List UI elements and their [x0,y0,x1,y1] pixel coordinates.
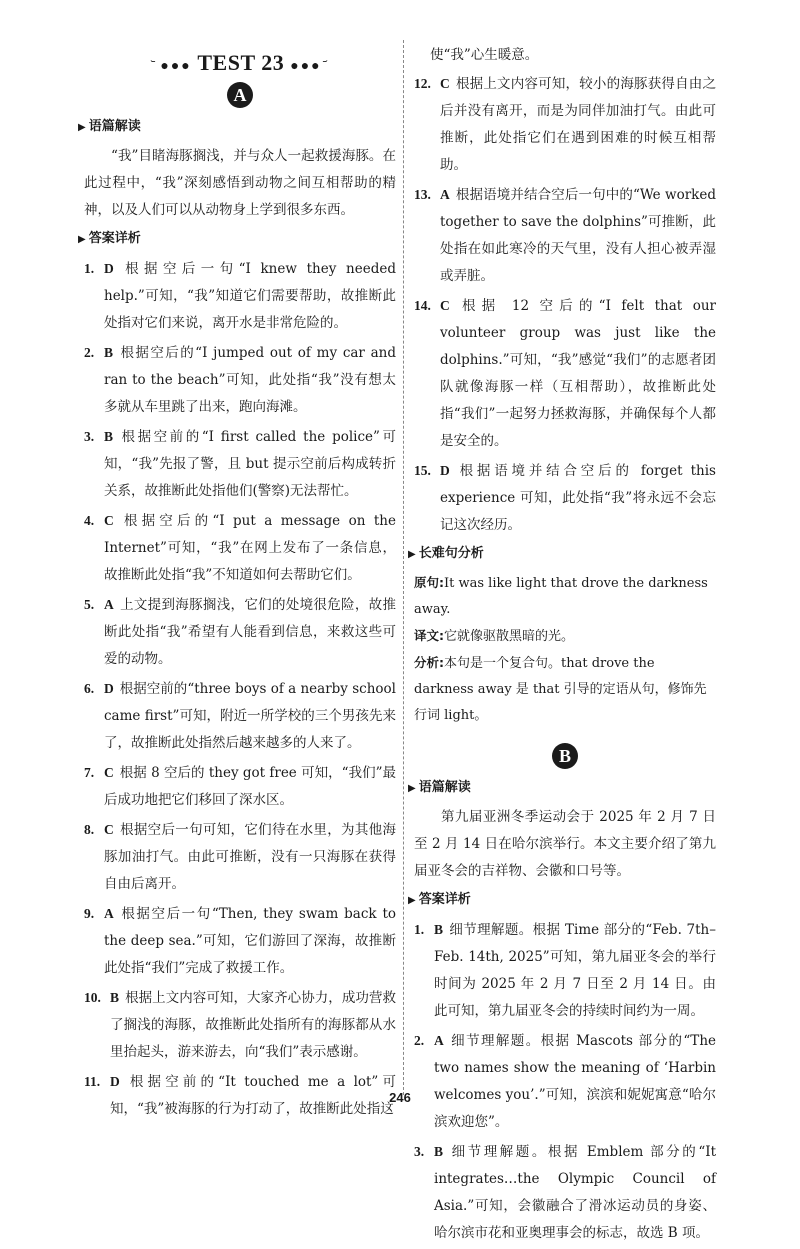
reading-heading-b [408,777,716,800]
reading-text-b: 第九届亚洲冬季运动会于 2025 年 2 月 7 日至 2 月 14 日在哈尔滨举行。本文主要介绍了第九届亚冬会的吉祥物、会徽和口号等。 [414,809,716,879]
answer-number: 4. [84,513,95,528]
answer-choice: C [440,76,450,91]
answer-choice: A [434,1033,444,1048]
original-sentence [414,570,716,623]
answer-explanation: 根据上文内容可知，大家齐心协力，成功营救了搁浅的海豚，故推断此处指所有的海豚都从水里抬起头，游来游去，向“我们”表示感谢。 [110,990,396,1060]
answer-number: 8. [84,822,95,837]
answer-explanation: 根据上文内容可知，较小的海豚获得自由之后并没有离开，而是为同伴加油打气。由此可推断，此处指它们在遇到困难的时候互相帮助。 [440,76,716,173]
answer-number: 9. [84,906,95,921]
answer-item [84,255,396,337]
answer-item [84,675,396,757]
answer-body [104,759,396,814]
answer-body [104,816,396,898]
answer-item [414,1138,716,1247]
answer-item [84,591,396,673]
answer-number: 2. [84,345,95,360]
section-marker-icon: ▶ [408,549,416,560]
answer-body [104,255,396,337]
answer-number: 11. [84,1074,101,1089]
answer-number: 14. [414,298,431,313]
answer-item [84,759,396,814]
answer-body [104,675,396,757]
answer-choice: C [104,513,114,528]
answer-choice: B [104,345,114,360]
answer-choice: B [434,1144,444,1159]
answer-explanation: 细节理解题。根据 Emblem 部分的“It integrates…the Olympic Council of Asia.”可知，会徽融合了滑冰运动员的身姿、哈尔滨市花和亚奥理事会的标志，故选 B 项。 [434,1144,716,1241]
answer-body [104,339,396,421]
answer-item [84,816,396,898]
answer-explanation: 细节理解题。根据 Time 部分的“Feb. 7th–Feb. 14th, 2025”可知，第九届亚冬会的举行时间为 2025 年 2 月 7 日至 2 月 14 日。由此可知，第九届亚冬会的持续时间约为一周。 [434,922,716,1019]
translation-sentence [414,623,716,650]
reading-heading-label: 语篇解读 [88,119,141,134]
long-sentence-heading [408,543,716,566]
answer-choice: B [104,429,114,444]
analysis-label: 分析: [414,655,444,670]
page-number: 246 [389,1090,411,1105]
original-text: It was like light that drove the darkness away. [414,576,708,617]
answer-choice: B [434,922,444,937]
answer-explanation: 细节理解题。根据 Mascots 部分的“The two names show the meaning of ‘Harbin welcomes you’.”可知，滨滨和妮妮寓意“哈尔滨欢迎您”。 [434,1033,716,1130]
answer-explanation: 根据空后一句“Then, they swam back to the deep sea.”可知，它们游回了深海，故推断此处指“我们”完成了救援工作。 [104,906,396,976]
answer-explanation: 根据 8 空后的 they got free 可知，“我们”最后成功地把它们移回了深水区。 [104,765,396,808]
answer-item [84,984,396,1066]
section-marker-icon: ▶ [408,895,416,906]
answer-body [104,507,396,589]
answer-number: 6. [84,681,95,696]
section-marker-icon: ▶ [78,122,86,133]
answer-choice: C [440,298,450,313]
answer-number: 7. [84,765,95,780]
answer-choice: A [104,906,114,921]
answer-body [104,900,396,982]
title-left-ornament: ᷅ ●●● [152,59,192,74]
section-a-badge: A [227,82,253,108]
answer-item [414,70,716,179]
answer-choice: A [104,597,114,612]
right-column [408,70,716,1249]
answer-item [414,457,716,539]
answer-body [434,1027,716,1136]
answer-choice: C [104,765,114,780]
answer-number: 1. [414,922,425,937]
answer-body [440,457,716,539]
answer-choice: D [110,1074,120,1089]
answer-body [434,1138,716,1247]
answer-choice: D [104,261,114,276]
answer-explanation: 根据空前的“It touched me a lot”可知，“我”被海豚的行为打动了，故推断此处指这 [110,1074,396,1117]
reading-heading-label: 语篇解读 [418,780,471,795]
answer-number: 3. [414,1144,425,1159]
analysis-sentence [414,650,716,729]
answer-number: 10. [84,990,101,1005]
answer-item [414,916,716,1025]
title-right-ornament: ●●● ᷄ [290,59,328,74]
answer-list-a-continued [414,70,716,539]
answer-choice: B [110,990,120,1005]
analysis-text: 本句是一个复合句。that drove the darkness away 是 that 引导的定语从句，修饰先行词 light。 [414,656,707,723]
answer-item [84,339,396,421]
answer-explanation: 根据空后的“I put a message on the Internet”可知，“我”在网上发布了一条信息，故推断此处指“我”不知道如何去帮助它们。 [104,513,396,583]
answer-explanation: 根据空后一句“I knew they needed help.”可知，“我”知道它们需要帮助，故推断此处指对它们来说，离开水是非常危险的。 [104,261,396,331]
answers-heading-b [408,889,716,912]
translation-label: 译文: [414,628,444,643]
answer-body [104,591,396,673]
answer-explanation: 根据空前的“I first called the police”可知，“我”先报了警，且 but 提示空前后构成转折关系，故推断此处指他们(警察)无法帮忙。 [104,429,396,499]
section-marker-icon: ▶ [78,234,86,245]
answer-body [440,292,716,455]
original-label: 原句: [414,575,444,590]
answer-number: 15. [414,463,431,478]
test-title [84,50,396,76]
answer-body [110,984,396,1066]
answer-number: 5. [84,597,95,612]
answers-heading-label: 答案详析 [418,892,471,907]
continuation-text: 使“我”心生暖意。 [430,47,539,63]
answer-list-a [84,255,396,1123]
section-b-badge: B [552,743,578,769]
answers-heading-label: 答案详析 [88,231,141,246]
answer-explanation: 根据语境并结合空后的 forget this experience 可知，此处指“我”将永远不会忘记这次经历。 [440,463,716,533]
answer-body [440,70,716,179]
answer-choice: D [440,463,450,478]
reading-text-a: “我”目睹海豚搁浅，并与众人一起救援海豚。在此过程中，“我”深刻感悟到动物之间互相帮助的精神，以及人们可以从动物身上学到很多东西。 [84,148,396,218]
answer-item [84,900,396,982]
answer-choice: C [104,822,114,837]
answer-list-b [414,916,716,1247]
column-divider [403,40,404,1095]
translation-text: 它就像驱散黑暗的光。 [444,629,575,644]
answer-explanation: 根据空前的“three boys of a nearby school came first”可知，附近一所学校的三个男孩先来了，故推断此处指然后越来越多的人来了。 [104,681,396,751]
reading-heading-a [78,116,396,139]
answer-explanation: 根据空后的“I jumped out of my car and ran to the beach”可知，此处指“我”没有想太多就从车里跳了出来，跑向海滩。 [104,345,396,415]
answer-item [414,292,716,455]
answer-number: 12. [414,76,431,91]
answer-explanation: 根据 12 空后的“I felt that our volunteer group was just like the dolphins.”可知，“我”感觉“我们”的志愿者团队就像海豚一样（互相帮助），故推断此处指“我们”一起努力拯救海豚，并确保每个人都是安全的。 [440,298,716,449]
long-sentence-label: 长难句分析 [418,546,484,561]
title-text: TEST 23 [197,50,285,75]
answer-choice: A [440,187,450,202]
left-column [78,42,396,1125]
answer-number: 13. [414,187,431,202]
answer-body [434,916,716,1025]
answer-explanation: 根据空后一句可知，它们待在水里，为其他海豚加油打气。由此可推断，没有一只海豚在获得自由后离开。 [104,822,396,892]
answer-item [414,1027,716,1136]
answer-number: 3. [84,429,95,444]
answer-body [440,181,716,290]
answer-item [84,507,396,589]
answer-item [84,423,396,505]
answers-heading-a [78,228,396,251]
answer-explanation: 上文提到海豚搁浅，它们的处境很危险，故推断此处指“我”希望有人能看到信息，来救这些可爱的动物。 [104,597,396,667]
answer-explanation: 根据语境并结合空后一句中的“We worked together to save the dolphins”可推断，此处指在如此寒冷的天气里，没有人担心被弄湿或弄脏。 [440,187,716,284]
answer-body [104,423,396,505]
answer-number: 2. [414,1033,425,1048]
answer-number: 1. [84,261,95,276]
answer-item [414,181,716,290]
section-marker-icon: ▶ [408,783,416,794]
answer-choice: D [104,681,114,696]
